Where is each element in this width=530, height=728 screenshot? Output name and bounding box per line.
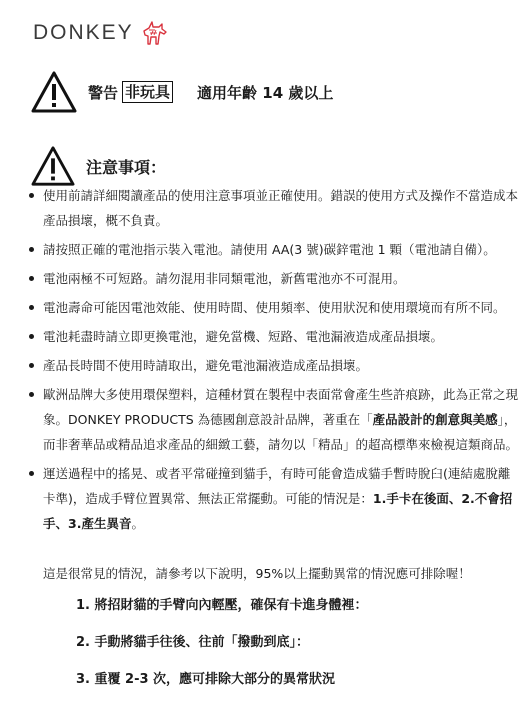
not-toy-label: 非玩具 <box>122 81 173 103</box>
emphasis-text: 1.手卡在後面、2.不會招手、3.產生異音 <box>43 491 513 531</box>
notice-item: 電池壽命可能因電池效能、使用時間、使用頻率、使用狀況和使用環境而有所不同。 <box>25 295 520 320</box>
notice-item: 產品長時間不使用時請取出，避免電池漏液造成產品損壞。 <box>25 353 520 378</box>
notice-header <box>30 145 166 187</box>
donkey-icon <box>140 18 170 48</box>
warning-label: 警告 <box>88 83 119 102</box>
brand-name: DONKEY <box>33 21 134 44</box>
footnote: 這是很常見的情況，請參考以下說明，95%以上擺動異常的情況應可排除喔！ <box>43 566 471 581</box>
age-label: 適用年齡 14 歲以上 <box>197 83 334 102</box>
notice-item: 電池兩極不可短路。請勿混用非同類電池，新舊電池亦不可混用。 <box>25 266 520 291</box>
notice-title: 注意事項： <box>86 157 167 177</box>
notice-item: 運送過程中的搖晃、或者平常碰撞到貓手，有時可能會造成貓手暫時脫臼(連結處脫離卡準)，造成手臂位置異常、無法正常擺動。可能的情況是：1.手卡在後面、2.不會招手、3.產生異音。 <box>25 461 520 536</box>
step-item: 2. 手動將貓手往後、往前「撥動到底」： <box>76 635 310 650</box>
notice-item: 請按照正確的電池指示裝入電池。請使用 AA(3 號)碳鋅電池 1 顆（電池請自備）。 <box>25 237 520 262</box>
emphasis-text: 產品設計的創意與美感 <box>372 412 498 427</box>
warning-row <box>30 70 333 114</box>
notice-item: 歐洲品牌大多使用環保塑料，這種材質在製程中表面常會產生些許痕跡，此為正常之現象。DONKEY PRODUCTS 為德國創意設計品牌，著重在「產品設計的創意與美感」，而非奢華品或精品追求產品的細緻工藝，請勿以「精品」的超高標準來檢視這類商品。 <box>25 382 520 457</box>
notice-item: 使用前請詳細閱讀產品的使用注意事項並正確使用。錯誤的使用方式及操作不當造成本產品損壞，概不負責。 <box>25 183 520 233</box>
notice-item: 電池耗盡時請立即更換電池，避免當機、短路、電池漏液造成產品損壞。 <box>25 324 520 349</box>
notice-list <box>25 183 520 540</box>
warning-triangle-icon <box>30 70 78 114</box>
step-item: 3. 重覆 2-3 次，應可排除大部分的異常狀況 <box>76 672 336 687</box>
fix-steps <box>76 596 368 707</box>
warning-triangle-icon <box>30 145 76 187</box>
brand-header <box>33 18 170 48</box>
step-item: 1. 將招財貓的手臂向內輕壓，確保有卡進身體裡： <box>76 598 368 613</box>
